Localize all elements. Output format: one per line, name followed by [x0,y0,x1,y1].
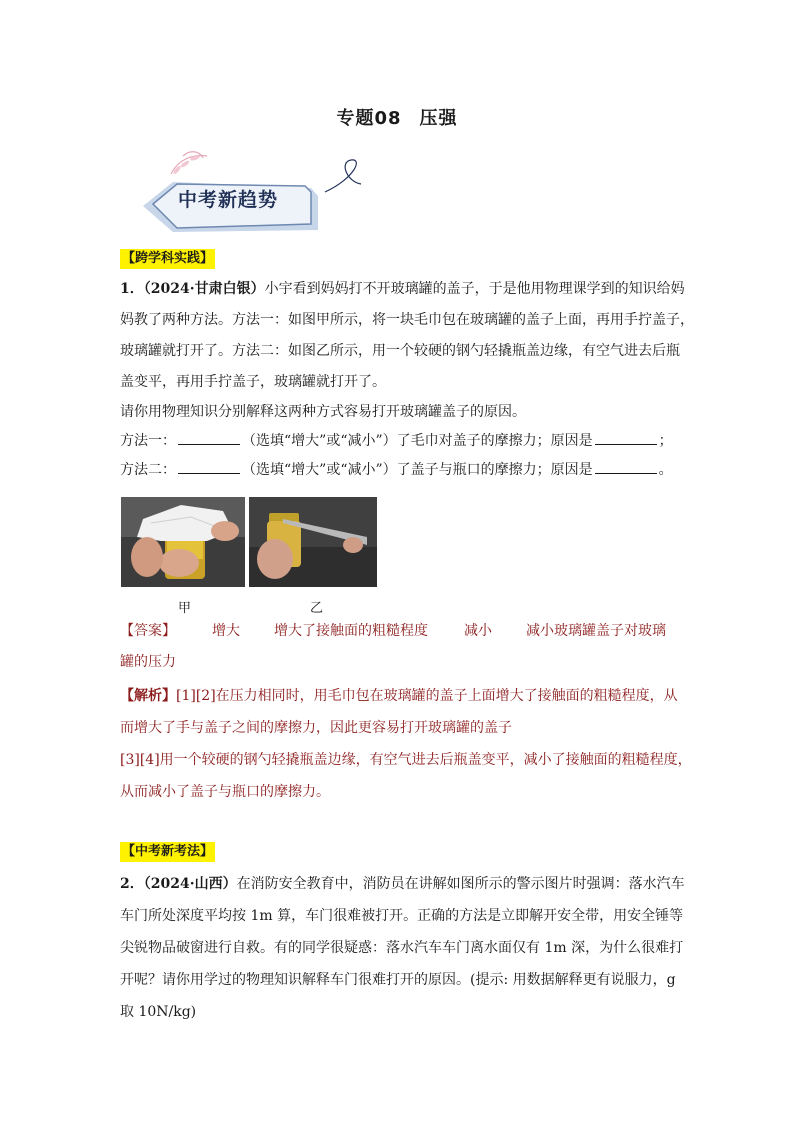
page-title [0,104,794,130]
answer-block [120,616,680,678]
q1-source: （2024·甘肃白银） [143,281,265,297]
answer-1: 增大 [212,623,240,639]
method1-blank-a[interactable] [178,430,240,445]
answer-label: 【答案】 [120,623,176,639]
answer-4: 减小玻璃罐盖子对玻璃 [526,623,666,639]
method1-blank-b[interactable] [595,430,657,445]
answer-2: 增大了接触面的粗糙程度 [274,623,428,639]
q1-number: 1． [120,281,144,297]
analysis-line-2: [3][4]用一个较硬的钢勺轻撬瓶盖边缘，有空气进去后瓶盖变平，减小了接触面的粗糙程度， [120,752,692,768]
photo-jia-towel-jar [121,497,245,587]
answer-cont: 罐的压力 [120,654,176,670]
method2-line: 方法二： （选填“增大”或“减小”）了盖子与瓶口的摩擦力；原因是 。 [120,456,680,485]
q1-line-2: 玻璃罐就打开了。方法二：如图乙所示，用一个较硬的钢勺轻撬瓶盖边缘，有空气进去后瓶 [120,343,680,359]
section1-tag: 【跨学科实践】 [120,249,215,269]
q2-source: （2024·山西） [143,876,237,892]
analysis-line-0: [1][2]在压力相同时，用毛巾包在玻璃罐的盖子上面增大了接触面的粗糙程度，从 [176,688,678,704]
title-topic: 专题08 [336,108,402,129]
analysis-line-3: 从而减小了盖子与瓶口的摩擦力。 [120,784,330,800]
analysis-line-1: 而增大了手与盖子之间的摩擦力，因此更容易打开玻璃罐的盖子 [120,720,512,736]
analysis-label: 【解析】 [120,688,176,704]
answer-3: 减小 [464,623,492,639]
method1-line: 方法一： （选填“增大”或“减小”）了毛巾对盖子的摩擦力；原因是 ； [120,427,680,456]
method2-blank-a[interactable] [178,459,240,474]
method2-blank-b[interactable] [595,459,657,474]
q1-line-0: 小宇看到妈妈打不开玻璃罐的盖子，于是他用物理课学到的知识给妈 [264,281,685,297]
q2-number: 2． [120,876,144,892]
q2-line-3: 开呢？请你用学过的物理知识解释车门很难打开的原因。(提示: 用数据解释更有说服力，g [120,972,676,988]
photo-yi-spoon-jar [249,497,377,587]
caption-yi: 乙 [310,601,324,616]
question-1-prompts [120,398,680,485]
q2-line-1: 车门所处深度平均按 1m 算，车门很难被打开。正确的方法是立即解开安全带，用安全锤等 [120,908,684,924]
q2-line-0: 在消防安全教育中，消防员在讲解如图所示的警示图片时强调：落水汽车 [236,876,685,892]
q2-line-2: 尖锐物品破窗进行自救。有的同学很疑惑：落水汽车车门离水面仅有 1m 深，为什么很难打 [120,940,684,956]
analysis-block [120,680,692,808]
section2-tag: 【中考新考法】 [120,842,215,862]
question-2 [120,868,685,1028]
q1-line-1: 妈教了两种方法。方法一：如图甲所示，将一块毛巾包在玻璃罐的盖子上面，再用手拧盖子， [120,312,694,328]
caption-jia: 甲 [178,601,192,616]
q2-line-4: 取 10N/kg) [120,1004,197,1020]
q1-line-3: 盖变平，再用手拧盖子，玻璃罐就打开了。 [120,374,386,390]
banner-label: 中考新趋势 [178,189,279,211]
question-1 [120,274,694,398]
q1-line-4: 请你用物理知识分别解释这两种方式容易打开玻璃罐盖子的原因。 [120,404,526,420]
title-name: 压强 [419,108,458,129]
